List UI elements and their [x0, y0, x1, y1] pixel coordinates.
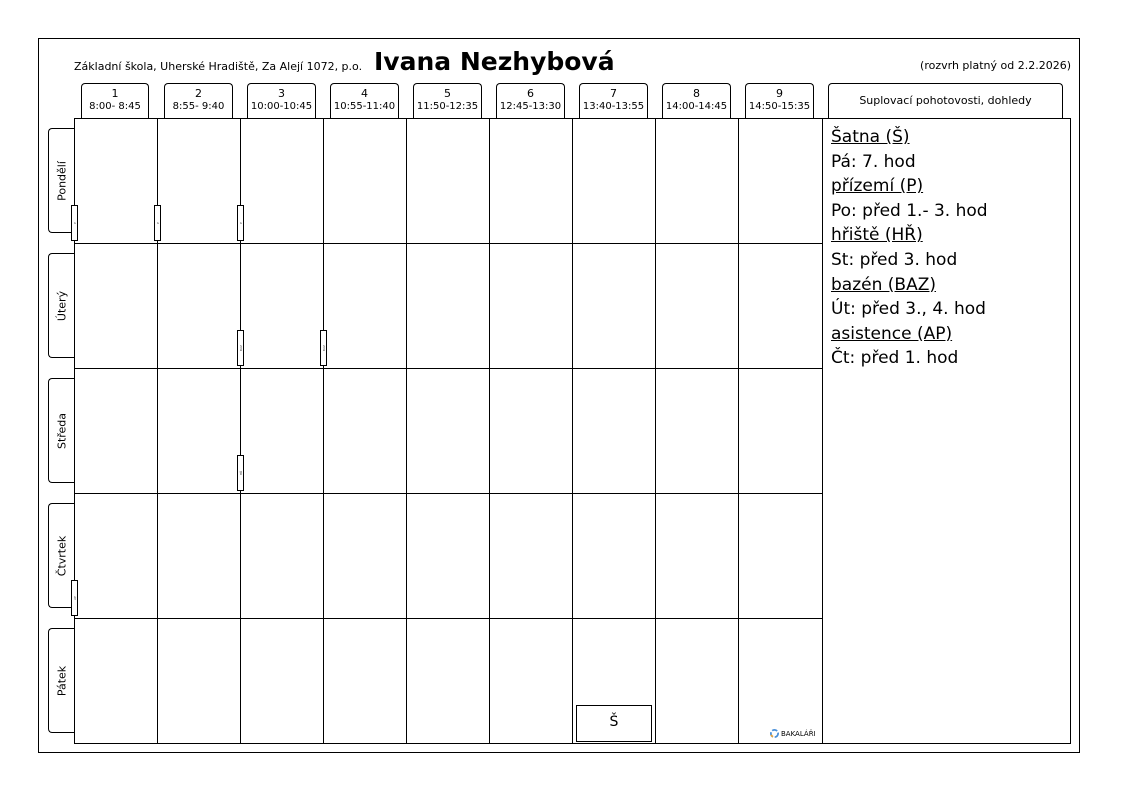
supervision-location: asistence (AP): [831, 323, 953, 344]
supervision-marker: [237, 205, 244, 241]
period-number: 4: [361, 87, 368, 100]
day-label: Pondělí: [55, 160, 68, 201]
bakalari-logo-icon: [770, 729, 779, 738]
grid-line: [655, 119, 656, 743]
period-time: 13:40-13:55: [582, 101, 645, 112]
marker-code: HŘ: [238, 470, 243, 476]
grid-line: [323, 119, 324, 743]
supervision-detail: Út: před 3., 4. hod: [831, 299, 986, 320]
period-time: 11:50-12:35: [416, 101, 479, 112]
grid-line: [406, 119, 407, 743]
period-header-2: [164, 83, 233, 118]
grid-line: [75, 243, 822, 244]
supervision-detail: Čt: před 1. hod: [831, 348, 959, 369]
period-number: 1: [111, 87, 119, 100]
period-number: 6: [527, 87, 534, 100]
supervision-location: bazén (BAZ): [831, 274, 936, 295]
supervision-marker: [320, 330, 327, 366]
period-header-1: [81, 83, 149, 118]
supervision-marker: [154, 205, 161, 241]
marker-code: BAZ: [238, 344, 243, 352]
period-header-3: [247, 83, 316, 118]
period-header-9: [745, 83, 814, 118]
period-number: 9: [776, 87, 783, 100]
marker-code: P: [155, 222, 160, 224]
marker-code: P: [72, 222, 77, 224]
period-header-7: [579, 83, 648, 118]
supervision-marker: [71, 205, 78, 241]
supervision-detail: Pá: 7. hod: [831, 151, 916, 172]
period-number: 3: [278, 87, 285, 100]
period-header-4: [330, 83, 399, 118]
marker-code: AP: [72, 596, 77, 600]
grid-line: [75, 493, 822, 494]
period-time: 10:55-11:40: [333, 101, 396, 112]
grid-line: [75, 368, 822, 369]
supervision-location: hřiště (HŘ): [831, 225, 923, 246]
supervision-list: [831, 125, 988, 371]
period-time: 14:50-15:35: [748, 101, 811, 112]
period-number: 5: [444, 87, 451, 100]
period-number: 2: [195, 87, 202, 100]
supervision-detail: St: před 3. hod: [831, 249, 958, 270]
grid-line: [738, 119, 739, 743]
lesson-cell: Š: [576, 705, 652, 742]
teacher-name: Ivana Nezhybová: [374, 47, 615, 76]
period-time: 14:00-14:45: [665, 101, 728, 112]
supervision-marker: [237, 455, 244, 491]
period-time: 8:55- 9:40: [172, 101, 225, 112]
day-label: Pátek: [55, 665, 68, 696]
validity-date: (rozvrh platný od 2.2.2026): [920, 59, 1071, 72]
day-tab-friday: [48, 628, 74, 733]
day-label: Čtvrtek: [55, 535, 68, 576]
supervision-location: Šatna (Š): [831, 127, 910, 147]
brand-name: BAKALÁŘI: [781, 729, 816, 738]
day-label: Úterý: [55, 290, 68, 321]
marker-code: BAZ: [321, 344, 326, 352]
supervision-header: Suplovací pohotovosti, dohledy: [828, 83, 1063, 118]
grid-line: [489, 119, 490, 743]
supervision-marker: [237, 330, 244, 366]
day-label: Středa: [55, 412, 68, 449]
school-name: Základní škola, Uherské Hradiště, Za Alejí 1072, p.o.: [74, 60, 363, 73]
period-number: 7: [610, 87, 617, 100]
period-time: 8:00- 8:45: [89, 101, 141, 112]
period-number: 8: [693, 87, 700, 100]
period-header-6: [496, 83, 565, 118]
period-time: 12:45-13:30: [499, 101, 562, 112]
grid-line: [572, 119, 573, 743]
supervision-marker: [71, 580, 78, 616]
marker-code: P: [238, 222, 243, 224]
grid-line: [75, 618, 822, 619]
supervision-detail: Po: před 1.- 3. hod: [831, 200, 988, 221]
period-header-8: [662, 83, 731, 118]
period-time: 10:00-10:45: [250, 101, 313, 112]
supervision-divider: [822, 119, 823, 743]
day-tab-wednesday: [48, 378, 74, 483]
period-header-5: [413, 83, 482, 118]
supervision-location: přízemí (P): [831, 176, 924, 197]
bakalari-logo: [770, 729, 816, 738]
day-tab-tuesday: [48, 253, 74, 358]
